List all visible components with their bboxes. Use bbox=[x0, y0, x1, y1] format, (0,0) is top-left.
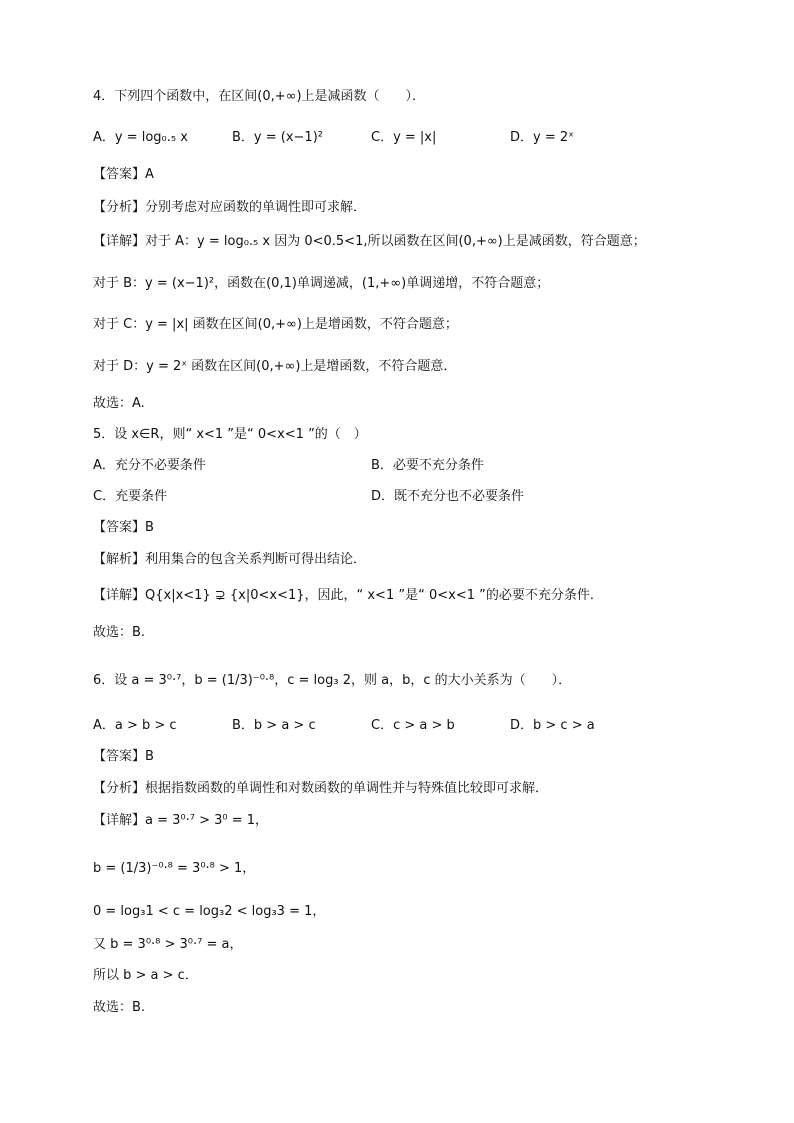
q5-option-d: D．既不充分也不必要条件 bbox=[371, 489, 525, 504]
q6-option-c: C．c > a > b bbox=[371, 718, 455, 733]
q6-option-d: D．b > c > a bbox=[510, 718, 595, 733]
q5-answer: 【答案】B bbox=[93, 520, 154, 535]
q6-detail-c: 0 = log₃1 < c = log₃2 < log₃3 = 1， bbox=[93, 904, 326, 919]
q4-option-a: A．y = log₀.₅ x bbox=[93, 130, 188, 145]
q5-option-c: C．充要条件 bbox=[93, 489, 168, 504]
q4-stem: 4．下列四个函数中，在区间(0,+∞)上是减函数（ ）． bbox=[93, 89, 426, 104]
q4-option-c: C．y = |x| bbox=[371, 130, 437, 145]
q4-option-d: D．y = 2ˣ bbox=[510, 130, 574, 145]
q5-detail: 【详解】Q{x|x<1} ⊋ {x|0<x<1}，因此，“ x<1 ”是“ 0<x<1 ”的必要不充分条件． bbox=[93, 588, 603, 603]
q6-detail-a: 【详解】a = 3⁰·⁷ > 3⁰ = 1， bbox=[93, 813, 269, 828]
q5-option-a: A．充分不必要条件 bbox=[93, 458, 206, 473]
q4-detail-d: 对于 D：y = 2ˣ 函数在区间(0,+∞)上是增函数，不符合题意． bbox=[93, 359, 457, 374]
q4-analysis: 【分析】分别考虑对应函数的单调性即可求解． bbox=[93, 200, 367, 215]
q4-detail-a: 【详解】对于 A：y = log₀.₅ x 因为 0<0.5<1,所以函数在区间(0,+∞)上是减函数，符合题意； bbox=[93, 234, 646, 249]
q6-detail-b: b = (1/3)⁻⁰·⁸ = 3⁰·⁸ > 1， bbox=[93, 861, 256, 876]
q5-option-b: B．必要不充分条件 bbox=[371, 458, 484, 473]
q6-option-a: A．a > b > c bbox=[93, 718, 177, 733]
q5-stem: 5．设 x∈R，则“ x<1 ”是“ 0<x<1 ”的（ ） bbox=[93, 427, 367, 442]
q6-choice: 故选：B. bbox=[93, 1000, 146, 1015]
q6-answer: 【答案】B bbox=[93, 749, 154, 764]
q6-detail-e: 所以 b > a > c． bbox=[93, 968, 198, 983]
q4-detail-b: 对于 B：y = (x−1)²，函数在(0,1)单调递减，(1,+∞)单调递增，不符合题意； bbox=[93, 276, 550, 291]
q5-choice: 故选：B. bbox=[93, 625, 146, 640]
q4-answer: 【答案】A bbox=[93, 167, 154, 182]
q4-choice: 故选：A. bbox=[93, 396, 145, 411]
q4-detail-c: 对于 C：y = |x| 函数在区间(0,+∞)上是增函数，不符合题意； bbox=[93, 317, 458, 332]
q6-option-b: B．b > a > c bbox=[232, 718, 316, 733]
q5-analysis: 【解析】利用集合的包含关系判断可得出结论． bbox=[93, 552, 367, 567]
q6-detail-d: 又 b = 3⁰·⁸ > 3⁰·⁷ = a， bbox=[93, 937, 243, 952]
q4-option-b: B．y = (x−1)² bbox=[232, 130, 323, 145]
q6-stem: 6．设 a = 3⁰·⁷，b = (1/3)⁻⁰·⁸，c = log₃ 2，则 a，b，c 的大小关系为（ ）． bbox=[93, 673, 572, 688]
q6-analysis: 【分析】根据指数函数的单调性和对数函数的单调性并与特殊值比较即可求解． bbox=[93, 781, 549, 796]
